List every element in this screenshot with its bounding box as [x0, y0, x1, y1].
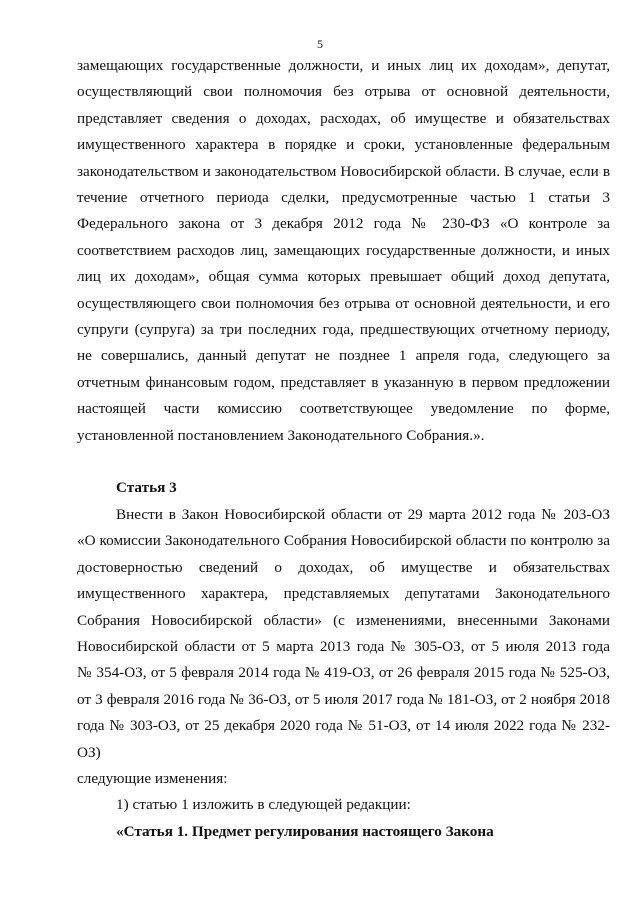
text-line: Федерального закона от 3 декабря 2012 года № 230-ФЗ «О контроле за [77, 215, 610, 233]
text-line: супруги (супруга) за три последних года, предшествующих отчетному периоду, [77, 321, 610, 339]
list-item: 1) статью 1 изложить в следующей редакции: [116, 796, 411, 814]
text-line: настоящей части комиссию соответствующее уведомление по форме, [77, 400, 610, 418]
page-number: 5 [317, 37, 323, 51]
text-line: не совершались, данный депутат не позднее 1 апреля года, следующего за [77, 347, 610, 365]
text-line: представляет сведения о доходах, расходах, об имуществе и обязательствах [77, 109, 610, 127]
text-line: замещающих государственные должности, и иных лиц их доходам», депутат, [77, 57, 610, 74]
text-line: отчетным финансовым годом, представляет в указанную в первом предложении [77, 373, 610, 391]
text-line: лиц их доходам», общая сумма которых превышает общий доход депутата, [77, 268, 610, 286]
text-line: Новосибирской области от 5 марта 2013 года № 305-ОЗ, от 5 июля 2013 года [77, 637, 610, 655]
document-body [77, 53, 610, 845]
text-line: имущественного характера, представляемых депутатами Законодательного [77, 585, 610, 603]
text-line: установленной постановлением Законодательного Собрания.». [77, 426, 485, 444]
text-line: соответствием расходов лиц, замещающих государственные должности, и иных [77, 241, 610, 259]
text-line: законодательством и законодательством Новосибирской области. В случае, если в [77, 162, 610, 180]
text-line: от 3 февраля 2016 года № 36-ОЗ, от 5 июля 2017 года № 181-ОЗ, от 2 ноября 2018 [77, 690, 610, 708]
article-body [77, 502, 610, 792]
text-line: достоверностью сведений о доходах, об имуществе и обязательствах [77, 558, 610, 576]
text-line: следующие изменения: [77, 769, 228, 787]
text-line: Внести в Закон Новосибирской области от 29 марта 2012 года № 203-ОЗ [116, 505, 610, 523]
text-line: осуществляющего свои полномочия без отрыва от основной деятельности, и его [77, 294, 610, 312]
paragraph-continuation [77, 53, 610, 449]
text-line: «О комиссии Законодательного Собрания Новосибирской области по контролю за [77, 532, 610, 550]
text-line: течение отчетного периода сделки, предусмотренные частью 1 статьи 3 [77, 189, 610, 207]
text-line: года № 303-ОЗ, от 25 декабря 2020 года № 51-ОЗ, от 14 июля 2022 года № 232-ОЗ) [77, 717, 610, 761]
text-line: № 354-ОЗ, от 5 февраля 2014 года № 419-ОЗ, от 26 февраля 2015 года № 525-ОЗ, [77, 664, 610, 682]
text-line: имущественного характера в порядке и сроки, установленные федеральным [77, 136, 610, 154]
text-line: осуществляющий свои полномочия без отрыва от основной деятельности, [77, 83, 610, 101]
text-line: Собрания Новосибирской области» (с изменениями, внесенными Законами [77, 611, 610, 629]
new-article-heading: «Статья 1. Предмет регулирования настоящего Закона [116, 822, 494, 840]
article-heading: Статья 3 [116, 479, 177, 497]
paragraph-spacer [77, 449, 610, 475]
